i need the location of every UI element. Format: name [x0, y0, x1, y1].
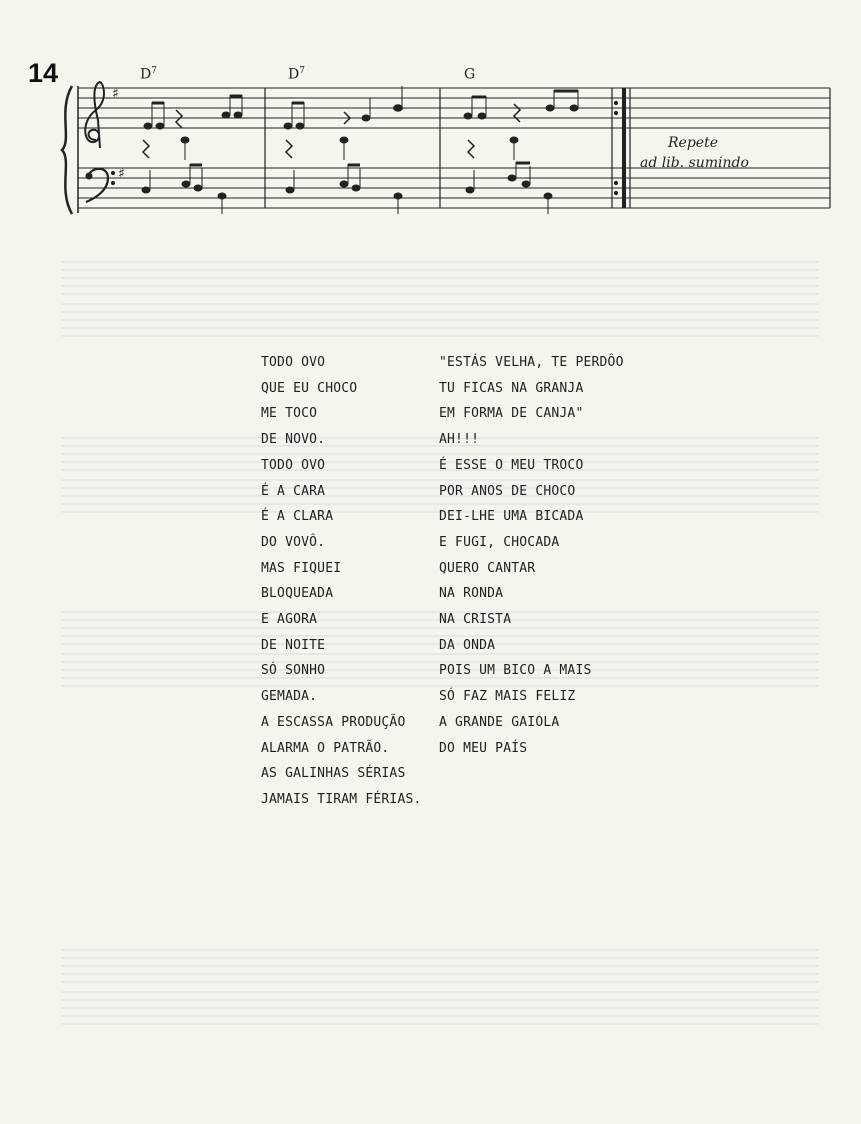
- treble-staff: [78, 88, 830, 128]
- chord-d7-measure-2: $D^7$: [288, 66, 305, 83]
- lyric-line: E AGORA: [261, 612, 318, 628]
- lyric-line: DO VOVÔ.: [261, 534, 326, 550]
- repeat-note-line-1: Repete: [668, 135, 718, 151]
- lyric-line: AH!!!: [439, 432, 480, 448]
- lyric-line: E FUGI, CHOCADA: [439, 534, 560, 550]
- page-number: 14: [28, 58, 59, 88]
- lyric-line: A GRANDE GAIOLA: [439, 714, 560, 730]
- measure-3-notes: [464, 90, 578, 214]
- lyric-line: AS GALINHAS SÉRIAS: [261, 766, 406, 782]
- repeat-ad-lib-note: [640, 133, 830, 173]
- lyric-line: "ESTÁS VELHA, TE PERDÔO: [439, 355, 624, 370]
- svg-text:♯: ♯: [112, 86, 119, 102]
- lyric-line: SÓ FAZ MAIS FELIZ: [439, 689, 576, 705]
- measure-2-notes: [284, 86, 403, 214]
- lyric-line: É ESSE O MEU TROCO: [439, 457, 584, 473]
- lyric-line: SÓ SONHO: [261, 663, 326, 679]
- lyric-line: NA CRISTA: [439, 612, 512, 628]
- repeat-note-line-2: ad lib. sumindo: [640, 155, 749, 171]
- lyric-line: TODO OVO: [261, 457, 326, 473]
- lyric-line: MAS FIQUEI: [261, 560, 342, 576]
- lyric-line: DE NOITE: [261, 637, 326, 653]
- lyric-line: POR ANOS DE CHOCO: [439, 483, 576, 499]
- measure-1-notes: [142, 95, 242, 214]
- lyric-line: BLOQUEADA: [261, 586, 334, 602]
- lyric-line: GEMADA.: [261, 689, 318, 705]
- lyric-line: JAMAIS TIRAM FÉRIAS.: [261, 791, 422, 807]
- lyric-line: DEI-LHE UMA BICADA: [439, 509, 584, 525]
- lyric-line: É A CLARA: [261, 509, 334, 525]
- lyric-line: DE NOVO.: [261, 432, 326, 448]
- lyric-line: TODO OVO: [261, 355, 326, 370]
- lyric-line: DO MEU PAÍS: [439, 740, 528, 756]
- lyrics-right-column: [439, 350, 624, 761]
- lyric-line: ME TOCO: [261, 406, 318, 422]
- grand-staff-brace: [62, 86, 72, 214]
- lyric-line: POIS UM BICO A MAIS: [439, 663, 592, 679]
- lyric-line: É A CARA: [261, 483, 326, 499]
- chord-g-measure-3: G: [464, 66, 476, 83]
- lyric-line: QUE EU CHOCO: [261, 380, 358, 396]
- chord-d7-measure-1: $D^7$: [140, 66, 157, 83]
- lyric-line: TU FICAS NA GRANJA: [439, 380, 584, 396]
- lyrics-left-column: [261, 350, 422, 813]
- music-score: [0, 0, 861, 230]
- treble-clef: [85, 82, 104, 148]
- lyric-line: NA RONDA: [439, 586, 504, 602]
- lyric-line: QUERO CANTAR: [439, 560, 536, 576]
- lyric-line: A ESCASSA PRODUÇÃO: [261, 714, 406, 730]
- lyric-line: ALARMA O PATRÃO.: [261, 740, 390, 756]
- svg-text:♯: ♯: [118, 166, 125, 182]
- lyric-line: EM FORMA DE CANJA": [439, 406, 584, 422]
- lyric-line: DA ONDA: [439, 637, 496, 653]
- bass-staff: [78, 168, 830, 208]
